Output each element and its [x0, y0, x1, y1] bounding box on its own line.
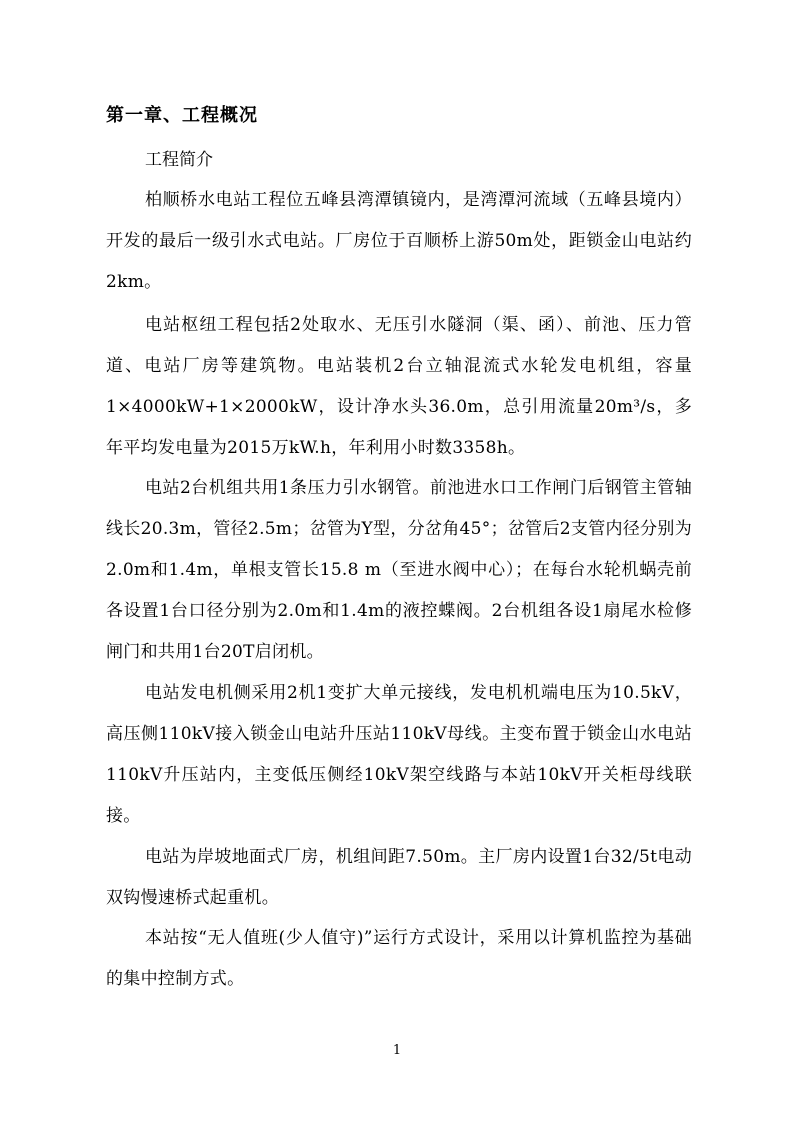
section-subheading: 工程简介	[145, 150, 213, 170]
paragraph-hub-project: 电站枢纽工程包括2处取水、无压引水隧洞（渠、函）、前池、压力管道、电站厂房等建筑物。电站装机2台立轴混流式水轮发电机组，容量1×4000kW+1×2000kW，设计净水头36.0m，总引用流量20m³/s，多年平均发电量为2015万kW.h，年利用小时数3358h。	[106, 315, 692, 458]
page-number: 1	[392, 1043, 402, 1058]
paragraph-overview: 柏顺桥水电站工程位五峰县湾潭镇镜内，是湾潭河流域（五峰县境内）开发的最后一级引水式电站。厂房位于百顺桥上游50m处，距锁金山电站约2km。	[106, 190, 692, 292]
paragraph-electrical: 电站发电机侧采用2机1变扩大单元接线，发电机机端电压为10.5kV，高压侧110kV接入锁金山电站升压站110kV母线。主变布置于锁金山水电站110kV升压站内，主变低压侧经10kV架空线路与本站10kV开关柜母线联接。	[106, 683, 692, 826]
chapter-heading: 第一章、工程概况	[106, 105, 258, 126]
paragraph-control: 本站按“无人值班(少人值守)”运行方式设计，采用以计算机监控为基础的集中控制方式。	[106, 928, 692, 989]
paragraph-penstock: 电站2台机组共用1条压力引水钢管。前池进水口工作闸门后钢管主管轴线长20.3m，管径2.5m；岔管为Y型，分岔角45°；岔管后2支管内径分别为2.0m和1.4m，单根支管长15.8 m（至进水阀中心）；在每台水轮机蜗壳前各设置1台口径分别为2.0m和1.4m的液控蝶阀。2台机组各设1扇尾水检修闸门和共用1台20T启闭机。	[106, 478, 692, 662]
paragraph-powerhouse: 电站为岸坡地面式厂房，机组间距7.50m。主厂房内设置1台32/5t电动双钩慢速桥式起重机。	[106, 847, 692, 908]
